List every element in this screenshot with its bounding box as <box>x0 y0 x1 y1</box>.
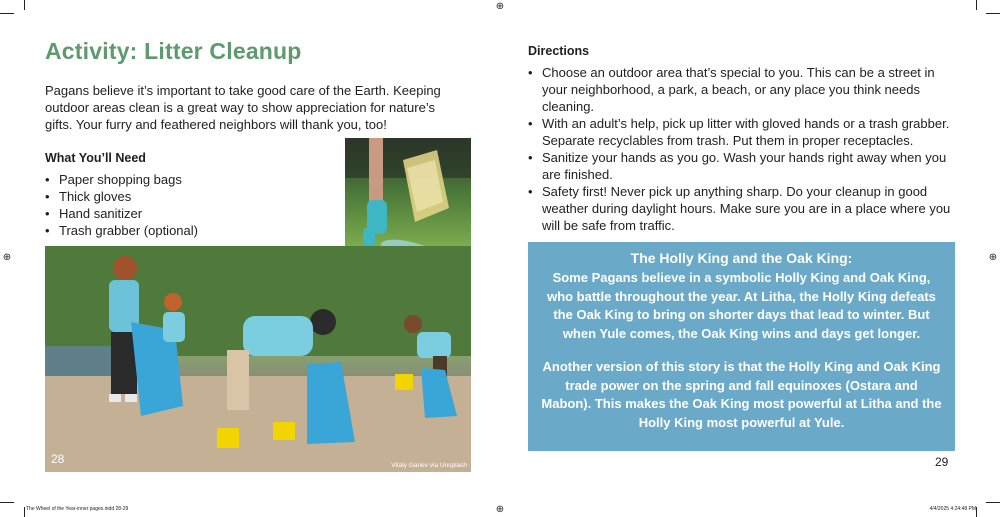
photo-credit: Vitaly Gariev via Unsplash <box>391 462 467 469</box>
photo-group-cleanup <box>45 246 471 472</box>
registration-mark-icon: ⊕ <box>495 1 505 12</box>
crop-mark <box>0 502 14 503</box>
intro-paragraph: Pagans believe it’s important to take good care of the Earth. Keeping outdoor areas clean is a great way to show appreciation for nature’s gifts. Your furry and feathered neighbors will thank you, too! <box>45 83 441 132</box>
list-item: • With an adult’s help, pick up litter with gloved hands or a trash grabber. Separate recyclables from trash. Put them in proper receptacles. <box>528 115 960 149</box>
holly-oak-sidebar <box>528 242 955 451</box>
directions-heading: Directions <box>528 44 590 58</box>
sidebar-paragraph: Some Pagans believe in a symbolic Holly King and Oak King, who battle throughout the year. At Litha, the Holly King defeats the Oak King to bring on shorter days that lead to winter. But when Yule comes, the Oak King wins and days get longer. <box>547 270 936 341</box>
registration-mark-icon: ⊕ <box>495 504 505 515</box>
page-title: Activity: Litter Cleanup <box>45 38 302 64</box>
directions-list <box>528 64 960 234</box>
registration-mark-icon: ⊕ <box>2 252 12 263</box>
sidebar-heading: The Holly King and the Oak King: <box>630 250 853 266</box>
crop-mark <box>986 13 1000 14</box>
slug-filename: The Wheel of the Year-inner pages.indd 28-29 <box>26 506 129 512</box>
list-item: • Hand sanitizer <box>45 205 198 222</box>
needs-heading: What You’ll Need <box>45 151 146 165</box>
crop-mark <box>976 507 977 517</box>
list-item: • Trash grabber (optional) <box>45 222 198 239</box>
sidebar-paragraph: Another version of this story is that the Holly King and Oak King trade power on the spring and fall equinoxes (Ostara and Mabon). This makes the Oak King most powerful at Litha and the Holly King most powerful at Yule. <box>541 359 942 430</box>
list-item: • Safety first! Never pick up anything sharp. Do your cleanup in good weather during daylight hours. Make sure you are in a place where you will be safe from traffic. <box>528 183 960 234</box>
crop-mark <box>24 0 25 10</box>
crop-mark <box>24 507 25 517</box>
crop-mark <box>976 0 977 10</box>
crop-mark <box>986 502 1000 503</box>
page-number: 28 <box>51 452 65 466</box>
list-item: • Sanitize your hands as you go. Wash your hands right away when you are finished. <box>528 149 960 183</box>
registration-mark-icon: ⊕ <box>988 252 998 263</box>
list-item: • Choose an outdoor area that’s special to you. This can be a street in your neighborhood, a park, a beach, or any place you think needs cleaning. <box>528 64 960 115</box>
list-item: • Thick gloves <box>45 188 198 205</box>
page-number: 29 <box>935 455 949 469</box>
crop-mark <box>0 13 14 14</box>
slug-timestamp: 4/4/2025 4:24:48 PM <box>929 506 976 512</box>
list-item: • Paper shopping bags <box>45 171 198 188</box>
needs-list <box>45 171 198 239</box>
photo-illustration <box>45 246 471 472</box>
